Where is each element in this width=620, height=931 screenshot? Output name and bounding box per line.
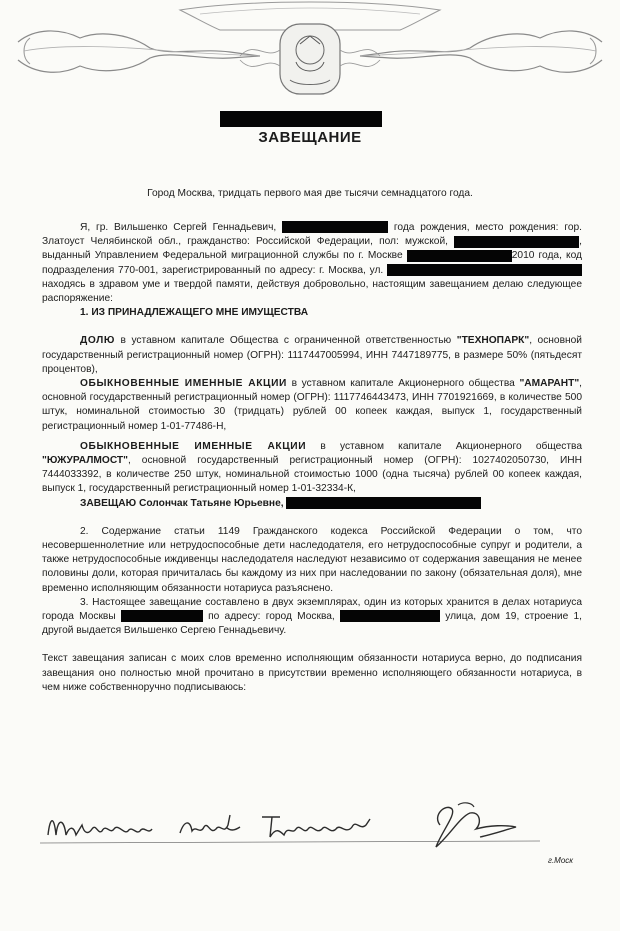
item-3-text-2: , основной государственный регистрационный номер (ОГРН): 1027402050730, ИНН 7444033392, в количестве 250 штук, номинальной стоимостью 1000 (одна тысяча) рублей 00 копеек каждая, выпуск 1, государственный регистрационный номер 1-01-32334-К, — [42, 455, 582, 495]
closing-paragraph: Текст завещания записан с моих слов временно исполняющим обязанности нотариуса верно, до подписания завещания оно полностью мной прочитано в присутствии временно исполняющего обязанности нотариуса, в чем ниже собственноручно подписываюсь: — [42, 653, 582, 693]
section-3-text-c: улица, дом 19, строение 1, другой выдается Вильшенко Сергею Геннадьевичу. — [42, 611, 582, 637]
redacted-birthdate — [282, 221, 388, 233]
city-date-line: Город Москва, тридцать первого мая две тысячи семнадцатого года. — [147, 188, 473, 199]
item-2-shares — [42, 377, 582, 434]
redacted-block — [220, 111, 382, 127]
item-3-shares — [42, 440, 582, 497]
section-1-heading: 1. ИЗ ПРИНАДЛЕЖАЩЕГО МНЕ ИМУЩЕСТВА — [80, 307, 309, 319]
intro-text-5: находясь в здравом уме и твердой памяти, действуя добровольно, настоящим завещанием делаю следующее распоряжение: — [42, 278, 582, 305]
redacted-address — [387, 264, 582, 276]
redacted-street — [340, 610, 440, 622]
header-ornament-emblem — [0, 0, 620, 110]
item-3-text-1: в уставном капитале Акционерного общества — [320, 440, 582, 452]
redacted-issue-date — [407, 250, 512, 262]
intro-paragraph — [42, 221, 582, 306]
item-3-bold: ОБЫКНОВЕННЫЕ ИМЕННЫЕ АКЦИИ — [80, 440, 307, 452]
item-1-rest: , основной государственный регистрационный номер (ОГРН): 1117447005994, ИНН 7447189775, в размере 50% (пятьдесят процентов), — [42, 335, 582, 375]
section-3-text-a: 3. Настоящее завещание составлено в двух экземплярах, один из которых хранится в делах нотариуса города Москвы — [42, 596, 582, 623]
redacted-heir-info — [286, 497, 481, 509]
section-2-paragraph: 2. Содержание статьи 1149 Гражданского кодекса Российской Федерации о том, что несовершеннолетние или нетрудоспособные дети наследодателя, его нетрудоспособные супруг и родители, а также нетрудоспособные иждивенцы наследодателя наследуют независимо от содержания завещания не менее половины доли, которая причиталась бы каждому из них при наследовании по закону (обязательная доля), мне временно исполняющим обязанности нотариуса разъяснено. — [42, 525, 582, 594]
handwritten-signature — [40, 795, 600, 865]
item-2-text-2: , основной государственный регистрационный номер (ОГРН): 1117746443473, ИНН 7701921669, в количестве 500 штук, номинальной стоимостью 30 (тридцать) рублей 00 копеек каждая, выпуск 1, государственный регистрационный номер 1-01-77486-Н, — [42, 378, 582, 432]
intro-text-4: 2010 года, код подразделения 770-001, зарегистрированный по адресу: г. Москва, ул. — [42, 250, 582, 276]
item-3-company: "ЮЖУРАЛМОСТ" — [42, 455, 128, 467]
intro-text-1: Я, гр. Вильшенко Сергей Геннадьевич, — [80, 222, 277, 233]
intro-text-2: года рождения, место рождения: гор. Златоуст Челябинской обл., гражданство: Российской Федерации, пол: мужской, — [42, 222, 582, 248]
item-1-company: "ТЕХНОПАРК" — [456, 335, 530, 347]
item-2-bold: ОБЫКНОВЕННЫЕ ИМЕННЫЕ АКЦИИ — [80, 378, 287, 390]
document-title: ЗАВЕЩАНИЕ — [258, 129, 362, 146]
section-3-text-b: по адресу: город Москва, — [208, 611, 335, 623]
item-1-bold: ДОЛЮ — [80, 335, 115, 347]
intro-text-3: , выданный Управлением Федеральной миграционной службы по г. Москве — [42, 236, 582, 262]
section-3-paragraph — [42, 596, 582, 639]
redacted-passport — [454, 236, 579, 248]
city-tag: г.Моск — [548, 856, 574, 865]
bequest-text: ЗАВЕЩАЮ Солончак Татьяне Юрьевне, — [80, 497, 284, 509]
item-1-share — [42, 334, 582, 377]
item-2-company: "АМАРАНТ" — [519, 378, 580, 390]
bequest-line — [42, 497, 582, 511]
item-1-text: в уставном капитале Общества с ограниченной ответственностью — [120, 335, 452, 347]
document-body — [42, 221, 582, 695]
redacted-notary-name — [121, 610, 203, 622]
item-2-text-1: в уставном капитале Акционерного общества — [291, 378, 515, 390]
